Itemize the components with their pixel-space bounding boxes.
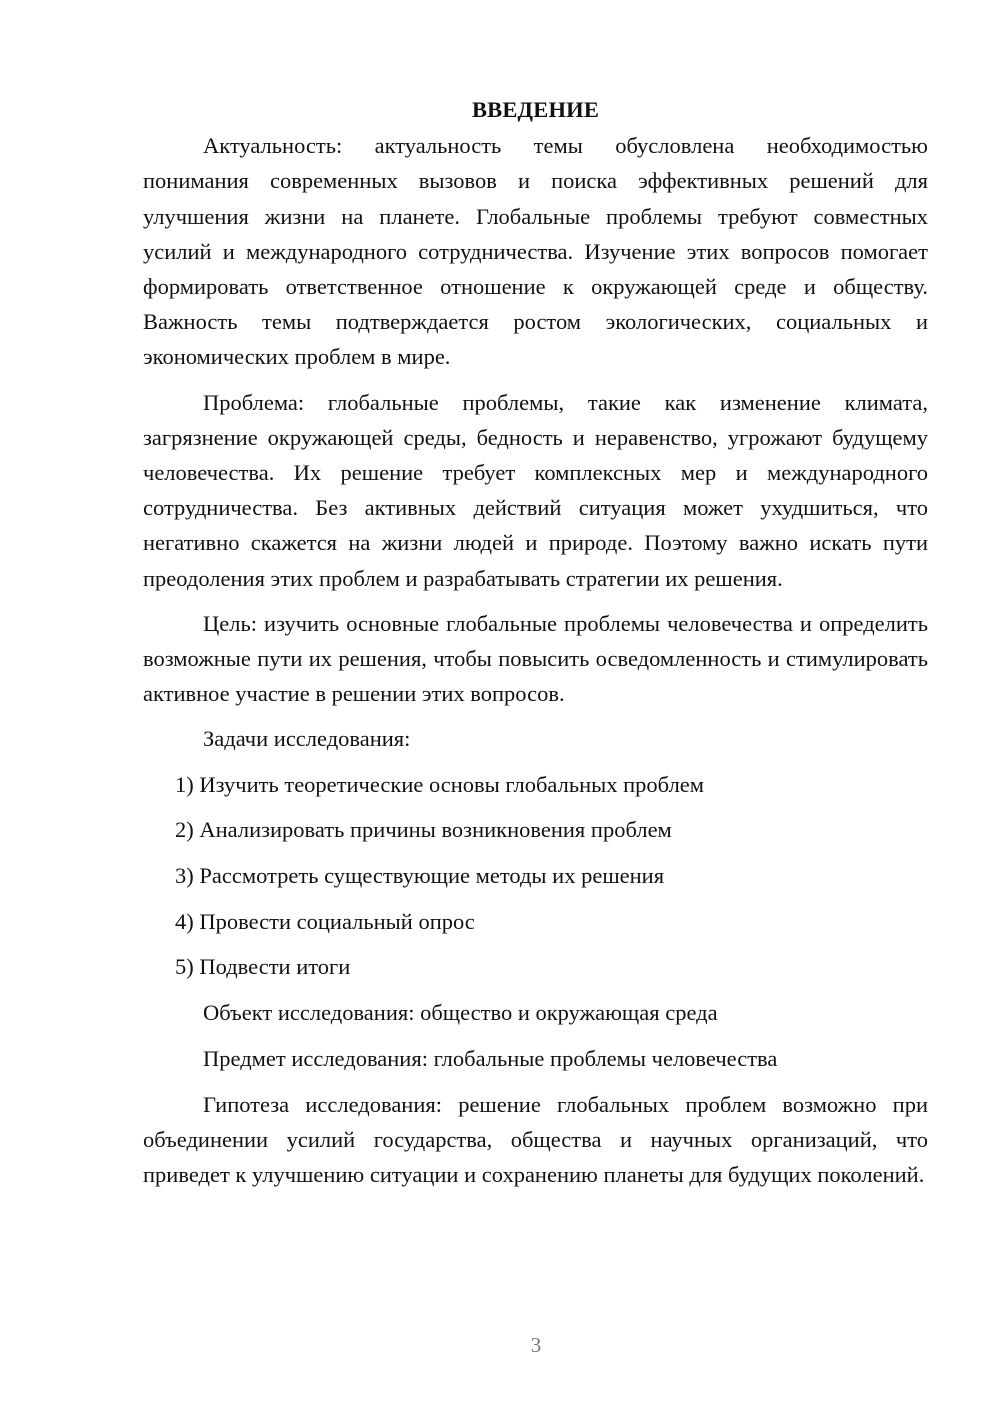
tasks-heading: Задачи исследования: <box>203 726 411 752</box>
page-content <box>143 92 928 1202</box>
task-item: 5) Подвести итоги <box>175 954 351 980</box>
page-number: 3 <box>530 1333 542 1357</box>
task-item: 1) Изучить теоретические основы глобальных проблем <box>175 771 705 797</box>
task-item: 4) Провести социальный опрос <box>175 908 475 934</box>
task-item: 3) Рассмотреть существующие методы их решения <box>175 863 665 889</box>
hypothesis-paragraph: Гипотеза исследования: решение глобальных проблем возможно при объединении усилий государства, общества и научных организаций, что приведет к улучшению ситуации и сохранению планеты для будущих поколений. <box>143 1091 928 1187</box>
research-object: Объект исследования: общество и окружающая среда <box>203 1000 718 1026</box>
relevance-paragraph: Актуальность: актуальность темы обусловлена необходимостью понимания современных вызовов и поиска эффективных решений для улучшения жизни на планете. Глобальные проблемы требуют совместных усилий и международного сотрудничества. Изучение этих вопросов помогает формировать ответственное отношение к окружающей среде и обществу. Важность темы подтверждается ростом экологических, социальных и экономических проблем в мире. <box>143 133 928 370</box>
goal-paragraph: Цель: изучить основные глобальные проблемы человечества и определить возможные пути их решения, чтобы повысить осведомленность и стимулировать активное участие в решении этих вопросов. <box>143 610 928 707</box>
research-subject: Предмет исследования: глобальные проблемы человечества <box>203 1045 778 1071</box>
tasks-list <box>143 767 928 985</box>
problem-paragraph: Проблема: глобальные проблемы, такие как изменение климата, загрязнение окружающей среды, бедность и неравенство, угрожают будущему человечества. Их решение требует комплексных мер и международного сотрудничества. Без активных действий ситуация может ухудшиться, что негативно скажется на жизни людей и природе. Поэтому важно искать пути преодоления этих проблем и разрабатывать стратегии их решения. <box>143 389 928 591</box>
task-item: 2) Анализировать причины возникновения проблем <box>175 817 672 843</box>
section-title: ВВЕДЕНИЕ <box>471 97 600 122</box>
